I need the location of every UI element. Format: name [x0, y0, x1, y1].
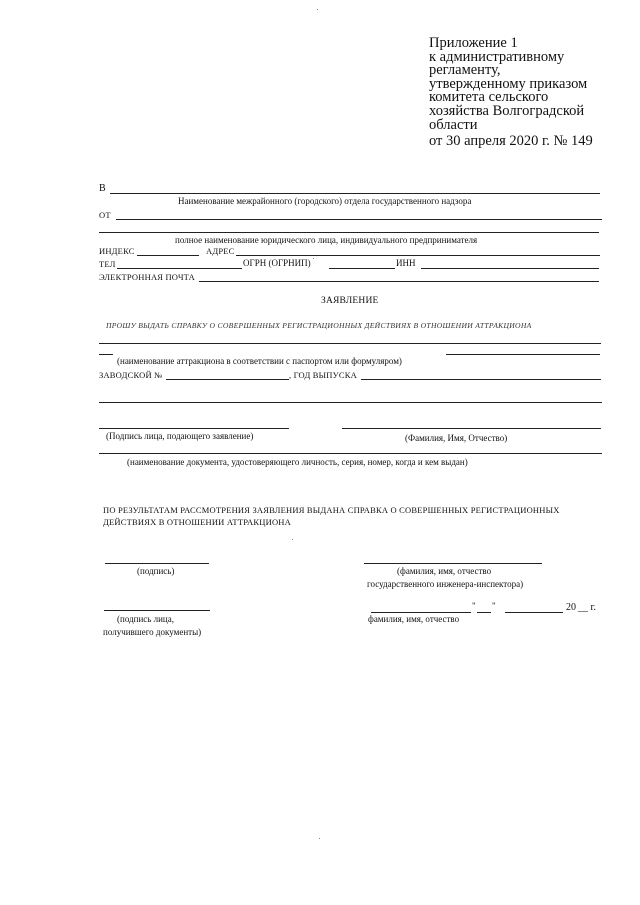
annex-line-6: хозяйства Волгоградской	[429, 102, 585, 119]
receiver-caption-2: получившего документы)	[103, 627, 202, 637]
index-field[interactable]	[137, 255, 199, 256]
address-field[interactable]	[236, 255, 600, 256]
sign-field[interactable]	[105, 563, 209, 564]
result-text-line-1: ПО РЕЗУЛЬТАТАМ РАССМОТРЕНИЯ ЗАЯВЛЕНИЯ ВЫДАНА СПРАВКА О СОВЕРШЕННЫХ РЕГИСТРАЦИОННЫХ	[103, 505, 560, 515]
receiver-fio-field[interactable]	[371, 612, 471, 613]
annex-line-2: к административному	[429, 48, 565, 65]
ogrn-field[interactable]	[329, 268, 395, 269]
from-label: ОТ	[99, 210, 111, 220]
to-field[interactable]	[110, 193, 600, 194]
date-day-field[interactable]	[477, 612, 491, 613]
email-field[interactable]	[199, 281, 599, 282]
attraction-field-end[interactable]	[446, 354, 600, 355]
inn-field[interactable]	[421, 268, 599, 269]
serial-label: ЗАВОДСКОЙ №	[99, 370, 163, 380]
annex-line-7: области	[429, 116, 478, 133]
phone-label: ТЕЛ	[99, 259, 116, 269]
signature-caption: (Подпись лица, подающего заявление)	[106, 431, 254, 441]
phone-field[interactable]	[117, 268, 242, 269]
result-text-line-2: ДЕЙСТВИЯХ В ОТНОШЕНИИ АТТРАКЦИОНА	[103, 517, 291, 527]
from-field[interactable]	[116, 219, 602, 220]
inspector-caption-1: (фамилия, имя, отчество	[397, 566, 492, 576]
request-text: ПРОШУ ВЫДАТЬ СПРАВКУ О СОВЕРШЕННЫХ РЕГИСТРАЦИОННЫХ ДЕЙСТВИЯХ В ОТНОШЕНИИ АТТРАКЦИОНА	[106, 321, 532, 330]
extra-field[interactable]	[99, 402, 602, 403]
to-label: В	[99, 183, 106, 194]
serial-field[interactable]	[166, 379, 289, 380]
from-caption: полное наименование юридического лица, индивидуального предпринимателя	[175, 235, 478, 245]
annex-line-5: комитета сельского	[429, 89, 549, 106]
date-quote-close: "	[492, 601, 496, 611]
scan-speck	[292, 539, 293, 540]
fio-caption: (Фамилия, Имя, Отчество)	[405, 433, 508, 443]
index-label: ИНДЕКС	[99, 246, 135, 256]
attraction-caption: (наименование аттракциона в соответствии с паспортом или формуляром)	[117, 356, 402, 366]
statement-title: ЗАЯВЛЕНИЕ	[321, 296, 379, 306]
scan-speck	[319, 838, 320, 839]
receiver-caption-1: (подпись лица,	[117, 614, 174, 624]
document-caption: (наименование документа, удостоверяющего личность, серия, номер, когда и кем выдан)	[127, 457, 468, 467]
attraction-field-start[interactable]	[99, 354, 113, 355]
scan-speck	[317, 9, 318, 10]
date-year-suffix: __ г.	[578, 602, 596, 613]
address-label: АДРЕС	[206, 246, 235, 256]
attraction-field[interactable]	[99, 343, 601, 344]
ogrn-label: ОГРН (ОГРНИП)	[243, 258, 311, 268]
date-month-field[interactable]	[505, 612, 563, 613]
annex-line-4: утвержденному приказом	[429, 75, 588, 92]
scan-speck	[313, 258, 314, 259]
year-field[interactable]	[361, 379, 601, 380]
date-year-prefix: 20	[566, 602, 576, 613]
to-caption: Наименование межрайонного (городского) отдела государственного надзора	[178, 196, 472, 206]
receiver-fio-caption: фамилия, имя, отчество	[368, 614, 460, 624]
signature-field[interactable]	[99, 428, 289, 429]
email-label: ЭЛЕКТРОННАЯ ПОЧТА	[99, 272, 195, 282]
document-field[interactable]	[99, 453, 602, 454]
date-quote-open: "	[472, 601, 476, 611]
from-field-2[interactable]	[99, 232, 599, 233]
inn-label: ИНН	[396, 258, 416, 268]
sign-caption: (подпись)	[137, 566, 175, 576]
inspector-field[interactable]	[364, 563, 542, 564]
annex-line-8: от 30 апреля 2020 г. № 149	[429, 133, 593, 150]
inspector-caption-2: государственного инженера-инспектора)	[367, 579, 524, 589]
annex-block	[429, 37, 593, 149]
annex-line-3: регламенту,	[429, 62, 501, 79]
fio-field[interactable]	[342, 428, 601, 429]
year-label: , ГОД ВЫПУСКА	[289, 370, 357, 380]
annex-line-1: Приложение 1	[429, 35, 518, 51]
receiver-sign-field[interactable]	[104, 610, 210, 611]
